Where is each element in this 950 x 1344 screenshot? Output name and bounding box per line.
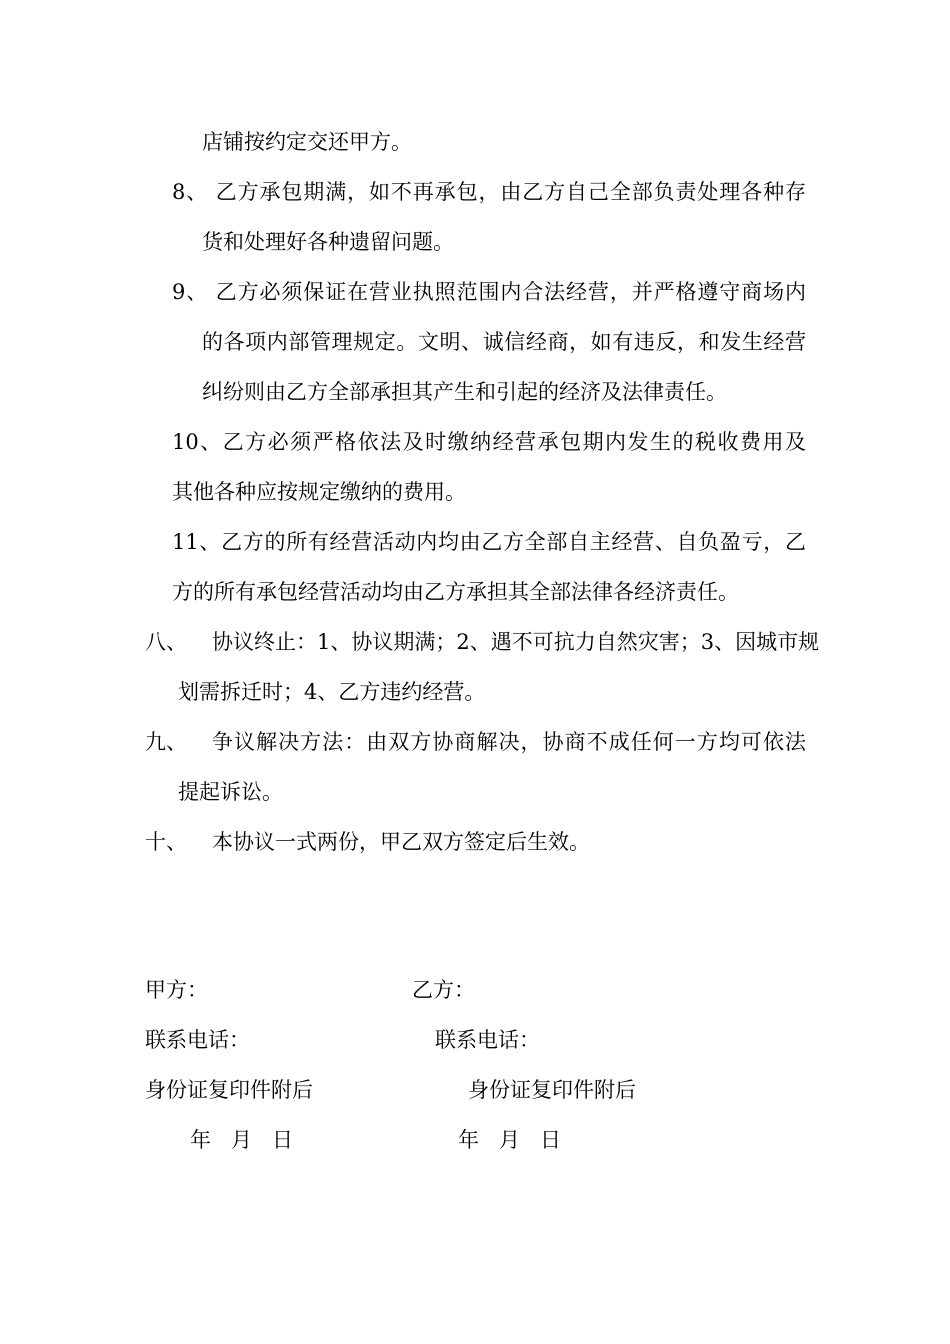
party-a-phone: 联系电话： — [145, 1028, 250, 1052]
clause-9-line-1: 9、 乙方必须保证在营业执照范围内合法经营，并严格遵守商场内 — [172, 280, 806, 304]
article-8-number: 八、 — [145, 630, 187, 654]
clause-8-line-1: 8、 乙方承包期满，如不再承包，由乙方自己全部负责处理各种存 — [172, 180, 806, 204]
clause-8-continuation: 货和处理好各种遗留问题。 — [202, 230, 454, 254]
clause-11-line-2: 方的所有承包经营活动均由乙方承担其全部法律各经济责任。 — [172, 580, 739, 604]
party-b-phone: 联系电话： — [435, 1028, 540, 1052]
article-9-line-1: 争议解决方法：由双方协商解决，协商不成任何一方均可依法 — [212, 730, 806, 754]
party-a-label: 甲方： — [145, 978, 208, 1002]
article-10-number: 十、 — [145, 830, 187, 854]
clause-10-line-1: 10、乙方必须严格依法及时缴纳经营承包期内发生的税收费用及 — [172, 430, 806, 454]
article-9-number: 九、 — [145, 730, 187, 754]
party-b-id-copy: 身份证复印件附后 — [468, 1078, 636, 1102]
clause-9-continuation-1: 的各项内部管理规定。文明、诚信经商，如有违反，和发生经营 — [202, 330, 806, 354]
party-b-label: 乙方： — [412, 978, 475, 1002]
clause-9-continuation-2: 纠纷则由乙方全部承担其产生和引起的经济及法律责任。 — [202, 380, 727, 404]
clause-11-line-1: 11、乙方的所有经营活动内均由乙方全部自主经营、自负盈亏，乙 — [172, 530, 806, 554]
article-8-line-1: 协议终止：1、协议期满；2、遇不可抗力自然灾害；3、因城市规 — [212, 630, 820, 654]
clause-10-line-2: 其他各种应按规定缴纳的费用。 — [172, 480, 466, 504]
party-a-date: 年 月 日 — [190, 1128, 294, 1152]
article-8-line-2: 划需拆迁时；4、乙方违约经营。 — [178, 680, 486, 704]
article-9-line-2: 提起诉讼。 — [178, 780, 283, 804]
clause-7-continuation: 店铺按约定交还甲方。 — [202, 130, 412, 154]
article-10-line-1: 本协议一式两份，甲乙双方签定后生效。 — [212, 830, 590, 854]
party-a-id-copy: 身份证复印件附后 — [145, 1078, 313, 1102]
party-b-date: 年 月 日 — [458, 1128, 562, 1152]
